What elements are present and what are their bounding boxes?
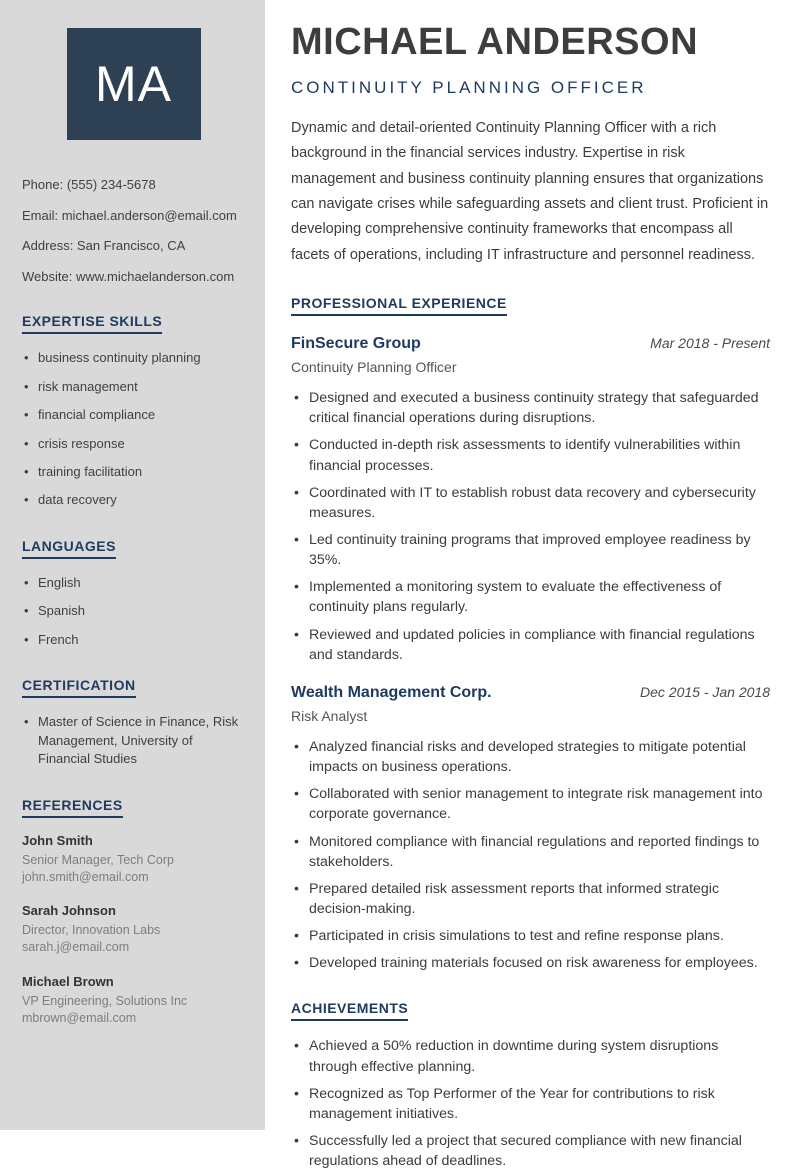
reference-entry xyxy=(22,903,245,957)
contact-info xyxy=(22,176,245,285)
sidebar xyxy=(0,0,265,1130)
monogram-initials: MA xyxy=(95,56,172,112)
job-bullet: • Conducted in-depth risk assessments to identify vulnerabilities within financial processes. xyxy=(291,435,770,475)
reference-title: VP Engineering, Solutions Inc xyxy=(22,993,188,1008)
references-heading xyxy=(22,797,245,818)
contact-address: Address: San Francisco, CA xyxy=(22,238,186,254)
skills-list xyxy=(22,349,245,510)
contact-phone: Phone: (555) 234-5678 xyxy=(22,177,156,192)
languages-section xyxy=(22,538,245,649)
experience-heading xyxy=(291,295,770,316)
reference-name: John Smith xyxy=(22,832,93,848)
reference-entry xyxy=(22,974,245,1028)
references-heading-text: REFERENCES xyxy=(22,797,123,818)
company-name: Wealth Management Corp. xyxy=(291,683,492,701)
job-role: Continuity Planning Officer xyxy=(291,359,457,376)
skill-item: • crisis response xyxy=(22,435,245,453)
job-bullet: • Led continuity training programs that improved employee readiness by 35%. xyxy=(291,530,770,570)
achievement-bullet: • Recognized as Top Performer of the Year for contributions to risk management initiatives. xyxy=(291,1084,770,1124)
job-bullet: • Implemented a monitoring system to evaluate the effectiveness of continuity plans regularly. xyxy=(291,577,770,617)
skills-section xyxy=(22,313,245,510)
skill-item: • financial compliance xyxy=(22,406,245,424)
job-bullet: • Monitored compliance with financial regulations and reported findings to stakeholders. xyxy=(291,832,770,872)
person-job-title: CONTINUITY PLANNING OFFICER xyxy=(291,77,647,97)
languages-heading xyxy=(22,538,245,559)
language-item: • Spanish xyxy=(22,602,245,620)
achievement-bullet: • Achieved a 50% reduction in downtime during system disruptions through effective planning. xyxy=(291,1036,770,1076)
languages-list xyxy=(22,574,245,649)
reference-email: mbrown@email.com xyxy=(22,1010,137,1025)
reference-email: john.smith@email.com xyxy=(22,869,149,884)
skills-heading-text: EXPERTISE SKILLS xyxy=(22,313,162,334)
contact-website: Website: www.michaelanderson.com xyxy=(22,268,235,284)
certification-item: • Master of Science in Finance, Risk Management, University of Financial Studies xyxy=(22,713,245,768)
achievement-bullet: • Successfully led a project that secured compliance with new financial regulations ahead of deadlines. xyxy=(291,1131,770,1171)
job-bullet-list xyxy=(291,737,770,974)
job-bullet: • Participated in crisis simulations to test and refine response plans. xyxy=(291,926,770,946)
experience-job-2 xyxy=(291,684,770,974)
person-name: MICHAEL ANDERSON xyxy=(291,21,699,63)
language-item: • English xyxy=(22,574,245,592)
reference-email: sarah.j@email.com xyxy=(22,940,130,955)
job-dates: Dec 2015 - Jan 2018 xyxy=(640,683,770,700)
experience-job-1 xyxy=(291,335,770,665)
reference-name: Sarah Johnson xyxy=(22,903,116,919)
skill-item: • data recovery xyxy=(22,491,245,509)
certification-heading xyxy=(22,677,245,698)
reference-title: Director, Innovation Labs xyxy=(22,923,161,938)
achievements-heading xyxy=(291,1000,770,1021)
main-content xyxy=(265,0,800,1170)
reference-entry xyxy=(22,833,245,887)
certification-list xyxy=(22,713,245,768)
reference-title: Senior Manager, Tech Corp xyxy=(22,852,174,867)
skill-item: • training facilitation xyxy=(22,463,245,481)
achievements-list xyxy=(291,1036,770,1171)
job-bullet: • Designed and executed a business continuity strategy that safeguarded critical financial operations during disruptions. xyxy=(291,388,770,428)
skill-item: • risk management xyxy=(22,378,245,396)
job-header xyxy=(291,684,770,702)
reference-name: Michael Brown xyxy=(22,973,114,989)
job-bullet: • Coordinated with IT to establish robust data recovery and cybersecurity measures. xyxy=(291,483,770,523)
job-bullet: • Analyzed financial risks and developed strategies to mitigate potential impacts on business operations. xyxy=(291,737,770,777)
company-name: FinSecure Group xyxy=(291,335,421,353)
profile-summary: Dynamic and detail-oriented Continuity Planning Officer with a rich background in the financial services industry. Expertise in risk management and business continuity planning ensures that organizations can navigate crises while safeguarding assets and client trust. Proficient in developing comprehensive continuity frameworks that encompass all facets of operations, including IT infrastructure and personnel readiness. xyxy=(291,119,769,263)
languages-heading-text: LANGUAGES xyxy=(22,538,116,559)
references-section xyxy=(22,797,245,1028)
monogram-avatar xyxy=(67,28,201,140)
achievements-section xyxy=(291,1000,770,1171)
job-bullet: • Developed training materials focused on risk awareness for employees. xyxy=(291,953,770,973)
job-bullet: • Reviewed and updated policies in compliance with financial regulations and standards. xyxy=(291,625,770,665)
job-bullet-list xyxy=(291,388,770,665)
job-role: Risk Analyst xyxy=(291,707,368,724)
job-dates: Mar 2018 - Present xyxy=(650,335,770,352)
contact-email: Email: michael.anderson@email.com xyxy=(22,207,237,223)
certification-section xyxy=(22,677,245,768)
achievements-heading-text: ACHIEVEMENTS xyxy=(291,1000,408,1021)
language-item: • French xyxy=(22,631,245,649)
skills-heading xyxy=(22,313,245,334)
experience-section xyxy=(291,295,770,973)
job-bullet: • Collaborated with senior management to integrate risk management into corporate governance. xyxy=(291,784,770,824)
job-bullet: • Prepared detailed risk assessment reports that informed strategic decision-making. xyxy=(291,879,770,919)
references-list xyxy=(22,833,245,1028)
job-header xyxy=(291,335,770,353)
certification-heading-text: CERTIFICATION xyxy=(22,677,136,698)
skill-item: • business continuity planning xyxy=(22,349,245,367)
experience-heading-text: PROFESSIONAL EXPERIENCE xyxy=(291,295,507,316)
